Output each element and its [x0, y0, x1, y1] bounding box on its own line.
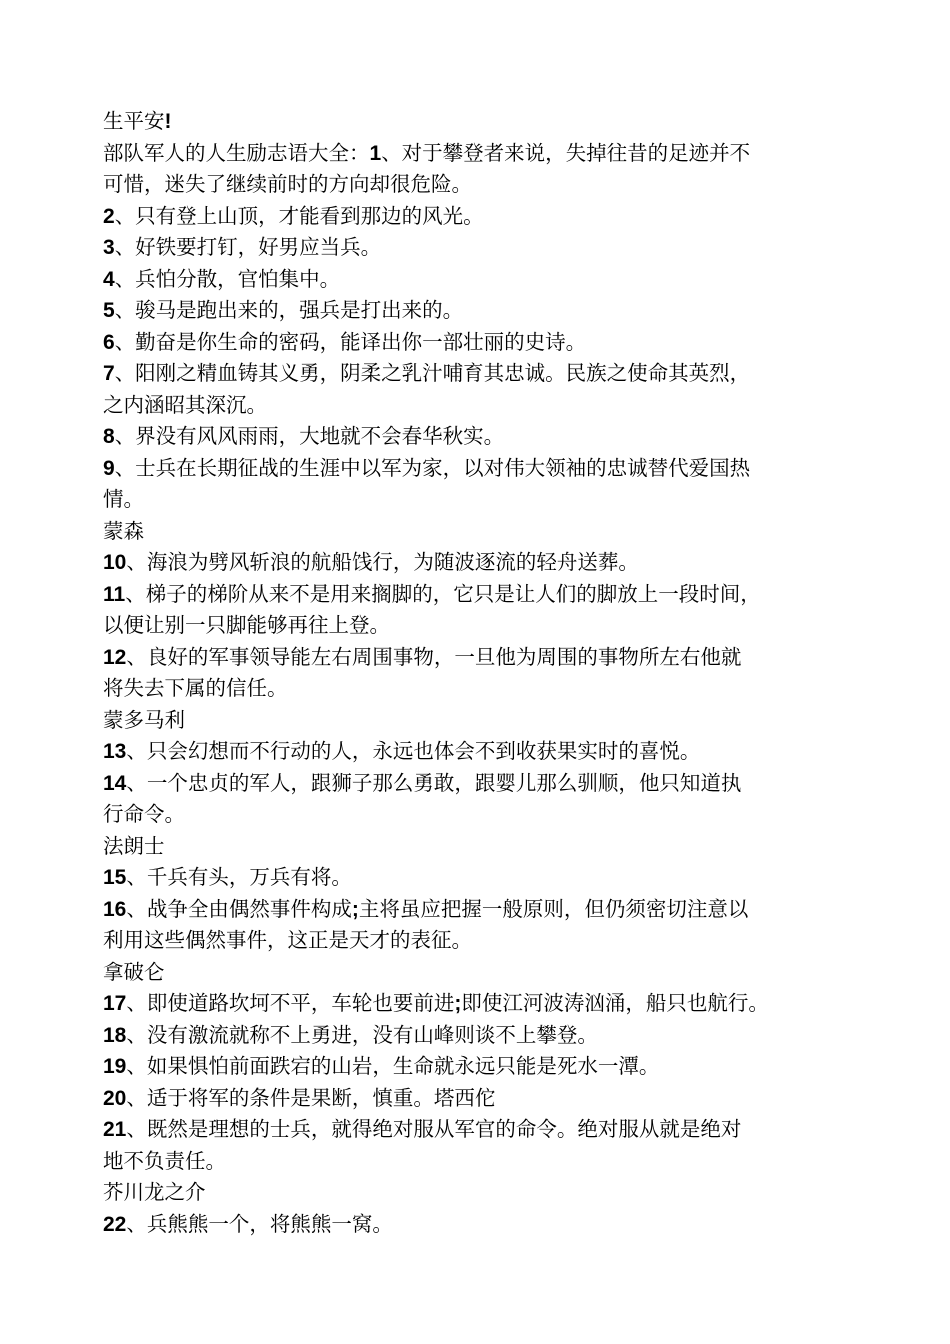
text-line: 情。 — [103, 487, 144, 511]
text-line: 21、既然是理想的士兵，就得绝对服从军官的命令。绝对服从就是绝对 — [103, 1117, 742, 1141]
text-line: 10、海浪为劈风斩浪的航船饯行，为随波逐流的轻舟送葬。 — [103, 550, 639, 574]
author-line: 芥川龙之介 — [103, 1180, 206, 1204]
text-line: 部队军人的人生励志语大全：1、对于攀登者来说，失掉往昔的足迹并不 — [103, 140, 751, 165]
text-line: 12、良好的军事领导能左右周围事物，一旦他为周围的事物所左右他就 — [103, 644, 742, 669]
text-line: 将失去下属的信任。 — [103, 676, 288, 700]
text-line: 8、界没有风风雨雨，大地就不会春华秋实。 — [103, 424, 505, 448]
document-page — [103, 106, 863, 1240]
text-line: 7、阳刚之精血铸其义勇，阴柔之乳汁哺育其忠诚。民族之使命其英烈， — [103, 361, 751, 385]
text-line: 以便让别一只脚能够再往上登。 — [103, 613, 390, 637]
text-line: 15、千兵有头，万兵有将。 — [103, 865, 352, 889]
text-line: 4、兵怕分散，官怕集中。 — [103, 266, 341, 291]
text-line: 行命令。 — [103, 802, 185, 826]
text-line: 生平安! — [103, 109, 172, 133]
text-line: 5、骏马是跑出来的，强兵是打出来的。 — [103, 298, 464, 322]
text-line: 地不负责任。 — [103, 1148, 226, 1173]
author-line: 法朗士 — [103, 833, 165, 858]
text-line: 2、只有登上山顶，才能看到那边的风光。 — [103, 203, 484, 228]
text-line: 3、好铁要打钉，好男应当兵。 — [103, 235, 382, 259]
text-line: 9、士兵在长期征战的生涯中以军为家，以对伟大领袖的忠诚替代爱国热 — [103, 455, 751, 480]
text-line: 20、适于将军的条件是果断，慎重。塔西佗 — [103, 1085, 496, 1110]
text-line: 13、只会幻想而不行动的人，永远也体会不到收获果实时的喜悦。 — [103, 739, 701, 763]
text-line: 之内涵昭其深沉。 — [103, 392, 267, 417]
text-line: 22、兵熊熊一个，将熊熊一窝。 — [103, 1211, 393, 1236]
text-line: 11、梯子的梯阶从来不是用来搁脚的，它只是让人们的脚放上一段时间， — [103, 581, 761, 606]
text-line: 14、一个忠贞的军人，跟狮子那么勇敢，跟婴儿那么驯顺，他只知道执 — [103, 770, 742, 795]
author-line: 拿破仑 — [103, 959, 165, 984]
text-line: 16、战争全由偶然事件构成;主将虽应把握一般原则，但仍须密切注意以 — [103, 896, 749, 921]
text-line: 可惜，迷失了继续前时的方向却很危险。 — [103, 172, 472, 196]
text-line: 18、没有激流就称不上勇进，没有山峰则谈不上攀登。 — [103, 1022, 598, 1047]
text-line: 19、如果惧怕前面跌宕的山岩，生命就永远只能是死水一潭。 — [103, 1054, 660, 1078]
text-line: 6、勤奋是你生命的密码，能译出你一部壮丽的史诗。 — [103, 329, 587, 354]
author-line: 蒙森 — [103, 518, 144, 543]
text-line: 17、即使道路坎坷不平，车轮也要前进;即使江河波涛汹涌，船只也航行。 — [103, 991, 769, 1015]
text-line: 利用这些偶然事件，这正是天才的表征。 — [103, 928, 472, 952]
author-line: 蒙多马利 — [103, 707, 185, 732]
